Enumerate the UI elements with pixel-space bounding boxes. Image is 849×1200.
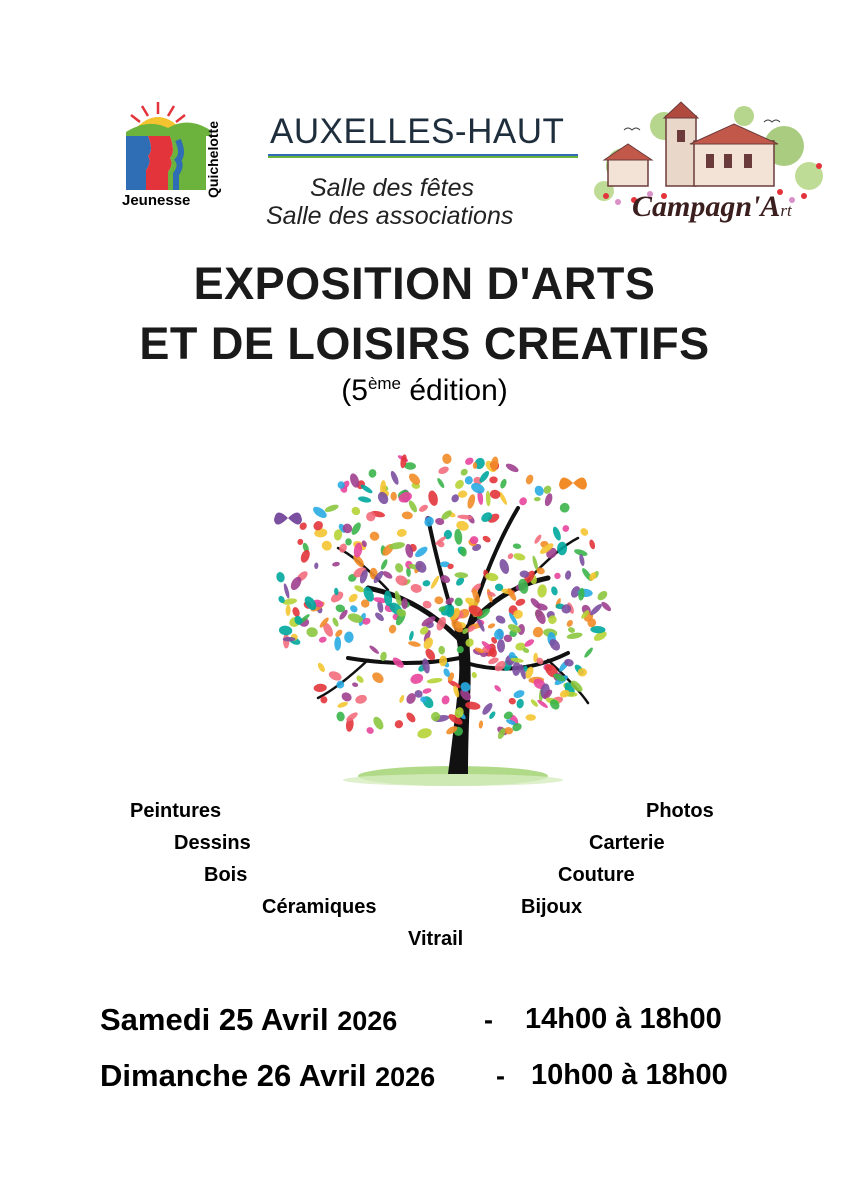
campagnart-label bbox=[632, 190, 792, 224]
tree-leaf bbox=[499, 478, 508, 489]
tree-leaf bbox=[422, 515, 435, 529]
tree-leaf bbox=[394, 562, 405, 574]
venue-block bbox=[262, 112, 582, 230]
tree-leaf bbox=[350, 505, 362, 517]
tree-leaf bbox=[344, 631, 354, 643]
tree-leaf bbox=[324, 503, 340, 513]
tree-leaf bbox=[349, 604, 359, 614]
tree-leaf bbox=[494, 614, 507, 626]
tree-leaf bbox=[347, 592, 359, 604]
tree-leaf bbox=[543, 492, 553, 507]
tree-leaf bbox=[381, 570, 393, 581]
tree-leaf bbox=[507, 552, 515, 560]
tree-leaf bbox=[557, 542, 567, 556]
tree-leaf bbox=[380, 558, 389, 570]
tree-leaf bbox=[454, 597, 464, 608]
day-2-label: Dimanche 26 Avril bbox=[100, 1058, 367, 1093]
tree-leaf bbox=[331, 617, 340, 628]
schedule-day-2 bbox=[100, 1058, 435, 1094]
tree-leaf bbox=[286, 605, 291, 616]
tree-leaf bbox=[311, 505, 328, 521]
tree-leaf bbox=[299, 549, 311, 564]
tree-leaf bbox=[334, 636, 341, 650]
tree-leaf bbox=[466, 493, 476, 509]
activity-photos: Photos bbox=[646, 800, 714, 822]
tree-leaf bbox=[370, 670, 386, 685]
tree-leaf bbox=[498, 558, 511, 575]
tree-leaf bbox=[531, 625, 545, 639]
town-underline bbox=[268, 154, 578, 158]
tree-leaf bbox=[600, 600, 613, 612]
tree-leaf bbox=[389, 470, 400, 486]
tree-leaf bbox=[368, 644, 380, 655]
tree-leaf bbox=[408, 630, 414, 641]
tree-leaf bbox=[493, 684, 502, 693]
tree-leaf bbox=[437, 465, 450, 475]
edition-close: édition) bbox=[401, 374, 508, 407]
butterfly-icon bbox=[274, 512, 302, 524]
jeunesse-label: Jeunesse bbox=[122, 192, 191, 209]
tree-leaf bbox=[335, 711, 345, 722]
tree-leaf bbox=[306, 626, 319, 638]
tree-leaf bbox=[454, 529, 463, 546]
tree-leaf bbox=[533, 484, 545, 497]
tree-leaf bbox=[596, 589, 609, 602]
tree-leaf bbox=[471, 671, 478, 679]
day-1-year: 2026 bbox=[337, 1006, 398, 1036]
tree-leaf bbox=[436, 477, 446, 489]
tree-leaf bbox=[278, 625, 292, 636]
tree-leaf bbox=[524, 474, 534, 486]
tree-leaf bbox=[515, 597, 527, 607]
tree-leaf bbox=[396, 528, 407, 537]
tree-leaf bbox=[537, 584, 548, 598]
day-1-dash: - bbox=[484, 1005, 493, 1035]
tree-leaf bbox=[352, 682, 359, 688]
tree-leaf bbox=[481, 534, 491, 543]
tree-leaf bbox=[426, 677, 442, 684]
tree-leaf bbox=[365, 726, 374, 735]
activity-couture: Couture bbox=[558, 864, 635, 886]
tree-leaf bbox=[416, 727, 433, 740]
tree-leaf bbox=[530, 698, 540, 708]
tree-leaf bbox=[583, 646, 594, 658]
tree-leaf bbox=[409, 672, 424, 685]
tree-leaf bbox=[371, 715, 385, 731]
tree-leaf bbox=[401, 511, 413, 520]
activity-carterie: Carterie bbox=[589, 832, 665, 854]
edition-label bbox=[0, 374, 849, 408]
tree-leaf bbox=[394, 573, 410, 587]
title-line-1: EXPOSITION D'ARTS bbox=[193, 258, 656, 309]
tree-leaf bbox=[497, 639, 505, 653]
tree-leaf bbox=[513, 552, 526, 561]
tree-leaf bbox=[558, 501, 572, 515]
tree-leaf bbox=[505, 462, 520, 474]
tree-leaf bbox=[388, 624, 397, 634]
tree-leaf bbox=[369, 530, 381, 541]
tree-leaf bbox=[354, 693, 368, 705]
tree-leaf bbox=[579, 527, 590, 538]
tree-leaf bbox=[453, 478, 465, 491]
tree-leaf bbox=[327, 669, 343, 682]
town-name: AUXELLES-HAUT bbox=[270, 112, 565, 151]
tree-leaf bbox=[405, 711, 418, 724]
tree-leaf bbox=[542, 484, 553, 495]
tree-leaf bbox=[434, 596, 444, 605]
tree-leaf bbox=[478, 720, 483, 729]
tree-leaf bbox=[553, 571, 562, 580]
tree-leaf bbox=[564, 570, 572, 580]
venue-line-2: Salle des associations bbox=[266, 202, 514, 230]
tree-leaf bbox=[390, 492, 397, 501]
tree-leaf bbox=[320, 539, 334, 552]
tree-leaf bbox=[408, 640, 422, 648]
day-1-label: Samedi 25 Avril bbox=[100, 1002, 329, 1037]
tree-leaf bbox=[512, 543, 521, 550]
tree-leaf bbox=[275, 571, 286, 583]
venue-line-1: Salle des fêtes bbox=[310, 174, 474, 202]
tree-leaf bbox=[588, 539, 596, 550]
faces-logo-icon bbox=[118, 100, 213, 190]
tree-leaf bbox=[410, 583, 423, 594]
tree-leaf bbox=[368, 469, 376, 478]
tree-leaf bbox=[567, 626, 576, 634]
tree-leaf bbox=[291, 606, 301, 618]
tree-leaf bbox=[345, 538, 352, 546]
tree-leaf bbox=[589, 602, 604, 616]
tree-leaf bbox=[314, 562, 319, 569]
tree-leaf bbox=[374, 611, 386, 623]
tree-leaf bbox=[516, 698, 525, 709]
tree-leaf bbox=[422, 580, 431, 587]
tree-leaf bbox=[355, 674, 365, 684]
activity-bois: Bois bbox=[204, 864, 248, 886]
tree-leaf bbox=[422, 636, 435, 651]
tree-leaf bbox=[440, 694, 450, 705]
schedule-day-1 bbox=[100, 1002, 397, 1038]
day-2-hours: 10h00 à 18h00 bbox=[531, 1059, 728, 1091]
tree-leaf bbox=[334, 628, 344, 638]
tree-leaf bbox=[337, 701, 349, 709]
tree-leaf bbox=[418, 503, 429, 513]
tree-leaf bbox=[550, 586, 559, 597]
title-line-2: ET DE LOISIRS CREATIFS bbox=[139, 318, 710, 369]
activity-dessins: Dessins bbox=[174, 832, 251, 854]
tree-leaf bbox=[438, 646, 445, 655]
day-1-hours: 14h00 à 18h00 bbox=[525, 1003, 722, 1035]
tree-leaf bbox=[487, 622, 496, 629]
day-2-dash: - bbox=[496, 1061, 505, 1091]
tree-leaf bbox=[360, 483, 374, 495]
tree-leaf bbox=[407, 499, 418, 513]
tree-leaf bbox=[518, 496, 529, 507]
tree-leaf bbox=[340, 691, 353, 704]
activity-peintures: Peintures bbox=[130, 800, 222, 822]
activity-ceramiques: Céramiques bbox=[262, 896, 377, 918]
colorful-tree-illustration bbox=[258, 438, 618, 790]
tree-leaf bbox=[393, 719, 404, 730]
tree-leaf bbox=[318, 636, 327, 644]
tree-leaf bbox=[512, 689, 525, 700]
tree-leaf bbox=[459, 467, 469, 477]
campagnart-main: Campagn'A bbox=[632, 190, 781, 223]
tree-leaf bbox=[508, 697, 517, 705]
tree-leaf bbox=[561, 524, 570, 533]
tree-leaf bbox=[473, 462, 477, 469]
tree-leaf bbox=[427, 490, 439, 507]
butterfly-icon bbox=[559, 477, 587, 489]
quichelotte-label: Quichelotte bbox=[205, 120, 221, 198]
tree-leaf bbox=[489, 489, 501, 500]
activity-bijoux: Bijoux bbox=[521, 896, 583, 918]
tree-leaf bbox=[332, 561, 340, 567]
tree-leaf bbox=[565, 619, 574, 628]
tree-leaf bbox=[525, 714, 536, 721]
tree-leaf bbox=[441, 453, 452, 465]
tree-leaf bbox=[534, 497, 541, 502]
edition-superscript: ème bbox=[367, 374, 402, 393]
tree-leaf bbox=[566, 632, 583, 640]
tree-leaf bbox=[551, 526, 562, 542]
tree-leaf bbox=[489, 476, 498, 483]
tree-leaf bbox=[316, 662, 326, 674]
tree-leaf bbox=[283, 583, 291, 599]
tree-leaf bbox=[357, 495, 371, 503]
tree-leaf bbox=[429, 575, 440, 590]
day-2-year: 2026 bbox=[375, 1062, 436, 1092]
activity-vitrail: Vitrail bbox=[408, 928, 464, 950]
tree-leaf bbox=[454, 572, 468, 579]
campagnart-small: rt bbox=[780, 201, 792, 220]
tree-leaf bbox=[313, 683, 327, 692]
tree-leaf bbox=[283, 637, 296, 641]
edition-open: (5 bbox=[341, 374, 368, 407]
tree-leaf bbox=[398, 694, 405, 703]
tree-leaf bbox=[422, 687, 432, 694]
